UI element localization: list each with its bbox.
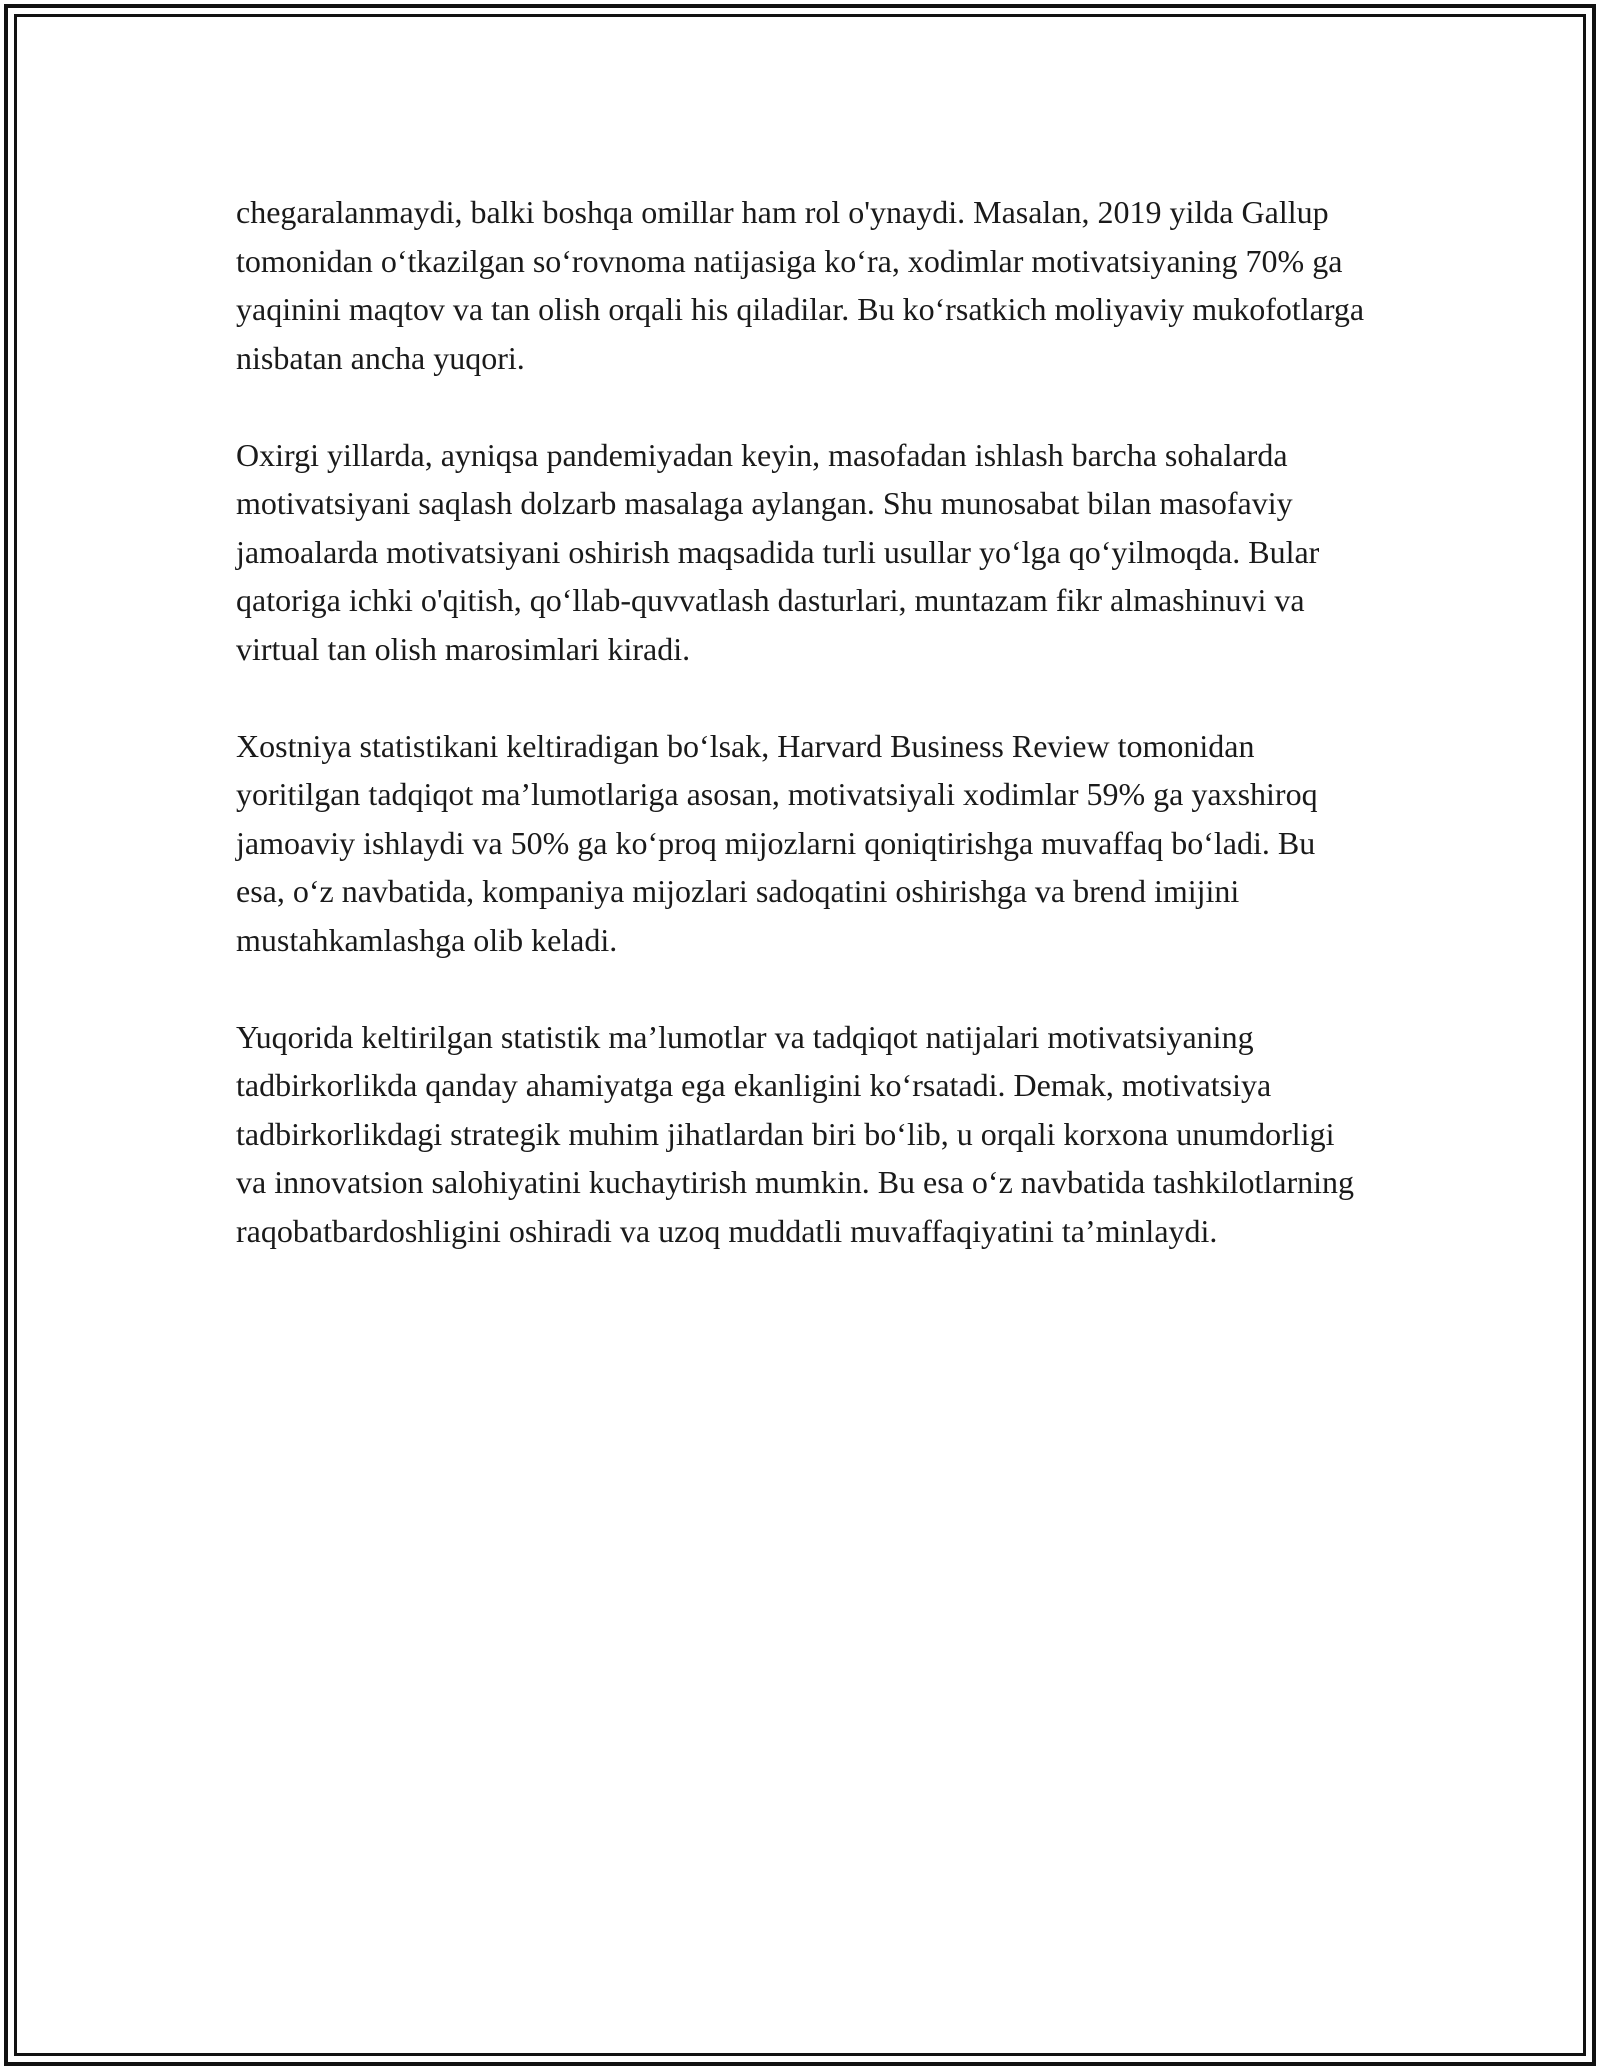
document-body bbox=[236, 188, 1366, 1304]
paragraph-2: Oxirgi yillarda, ayniqsa pandemiyadan keyin, masofadan ishlash barcha sohalarda motivatsiyani saqlash dolzarb masalaga aylangan. Shu munosabat bilan masofaviy jamoalarda motivatsiyani oshirish maqsadida turli usullar yo‘lga qo‘yilmoqda. Bular qatoriga ichki o'qitish, qo‘llab-quvvatlash dasturlari, muntazam fikr almashinuvi va virtual tan olish marosimlari kiradi. bbox=[236, 436, 1320, 667]
paragraph-1: chegaralanmaydi, balki boshqa omillar ham rol o'ynaydi. Masalan, 2019 yilda Gallup tomonidan o‘tkazilgan so‘rovnoma natijasiga ko‘ra, xodimlar motivatsiyaning 70% ga yaqinini maqtov va tan olish orqali his qiladilar. Bu ko‘rsatkich moliyaviy mukofotlarga nisbatan ancha yuqori. bbox=[236, 194, 1365, 376]
paragraph-4: Yuqorida keltirilgan statistik ma’lumotlar va tadqiqot natijalari motivatsiyaning tadbirkorlikda qanday ahamiyatga ega ekanligini ko‘rsatadi. Demak, motivatsiya tadbirkorlikdagi strategik muhim jihatlardan biri bo‘lib, u orqali korxona unumdorligi va innovatsion salohiyatini kuchaytirish mumkin. Bu esa o‘z navbatida tashkilotlarning raqobatbardoshligini oshiradi va uzoq muddatli muvaffaqiyatini ta’minlaydi. bbox=[236, 1018, 1355, 1249]
paragraph-3: Xostniya statistikani keltiradigan bo‘lsak, Harvard Business Review tomonidan yoritilgan tadqiqot ma’lumotlariga asosan, motivatsiyali xodimlar 59% ga yaxshiroq jamoaviy ishlaydi va 50% ga ko‘proq mijozlarni qoniqtirishga muvaffaq bo‘ladi. Bu esa, o‘z navbatida, kompaniya mijozlari sadoqatini oshirishga va brend imijini mustahkamlashga olib keladi. bbox=[236, 727, 1318, 958]
